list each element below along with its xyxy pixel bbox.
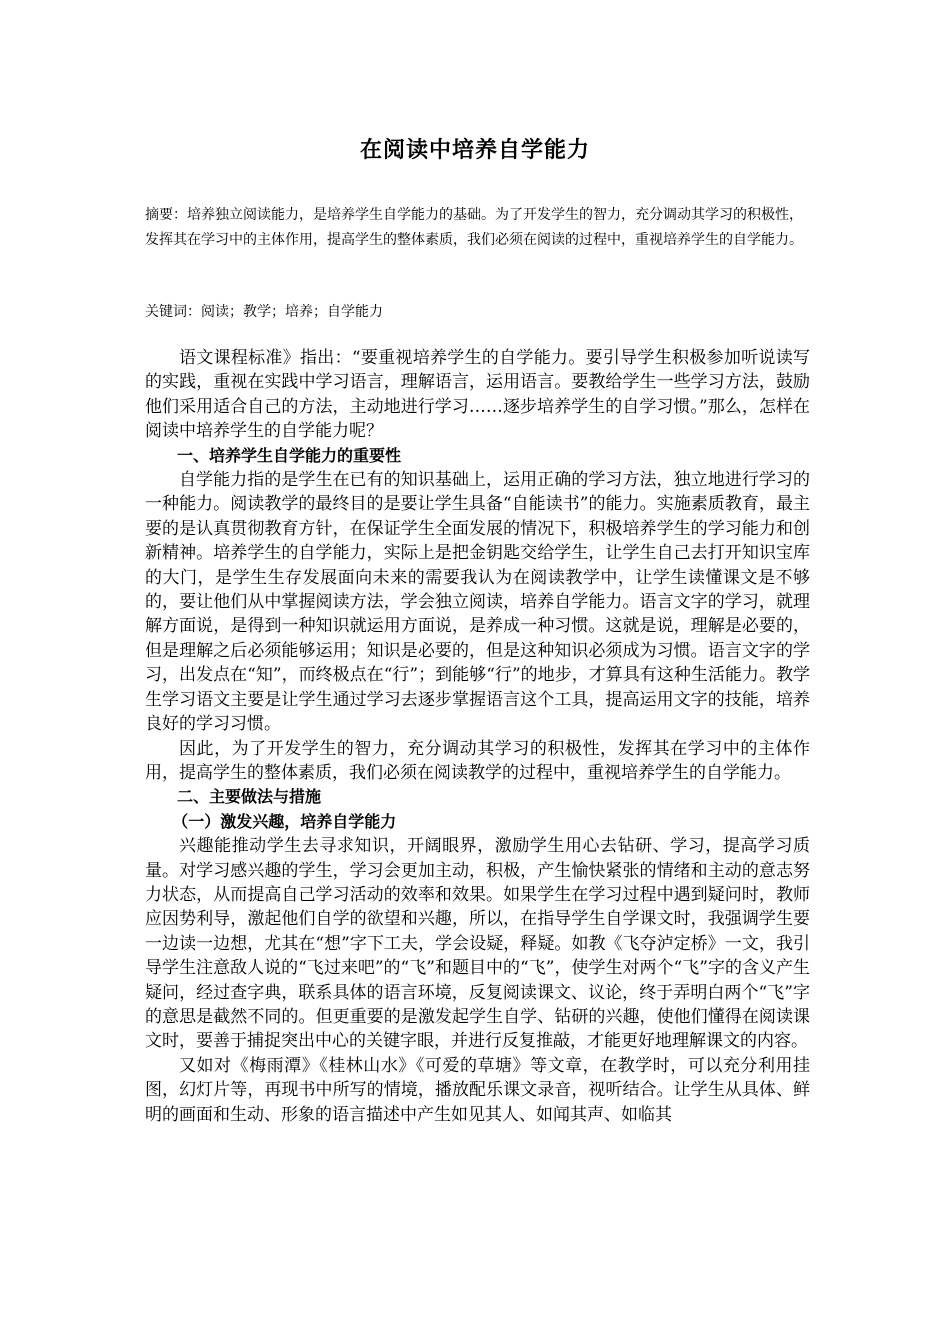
- paragraph-interest: 兴趣能推动学生去寻求知识，开阔眼界，激励学生用心去钻研、学习，提高学习质量。对学习感兴趣的学生，学习会更加主动，积极，产生愉快紧张的情绪和主动的意志努力状态，从而提高自己学习活动的效率和效果。如果学生在学习过程中遇到疑问时，教师应因势利导，激起他们自学的欲望和兴趣，所以，在指导学生自学课文时，我强调学生要一边读一边想，尤其在“想”字下工夫，学会设疑，释疑。如教《飞夺泸定桥》一文，我引导学生注意敌人说的“飞过来吧”的“飞”和题目中的“飞”，使学生对两个“飞”字的含义产生疑问，经过查字典，联系具体的语言环境，反复阅读课文、议论，终于弄明白两个“飞”字的意思是截然不同的。但更重要的是激发起学生自学、钻研的兴趣，使他们懂得在阅读课文时，要善于捕捉突出中心的关键字眼，并进行反复推敲，才能更好地理解课文的内容。: [145, 836, 810, 1052]
- section-heading-1: 一、培养学生自学能力的重要性: [177, 445, 402, 465]
- subsection-heading-1: （一）激发兴趣，培养自学能力: [172, 811, 397, 831]
- document-body: [145, 346, 810, 1127]
- section-heading-2: 二、主要做法与措施: [177, 787, 322, 807]
- abstract: 摘要：培养独立阅读能力，是培养学生自学能力的基础。为了开发学生的智力，充分调动其学习的积极性，发挥其在学习中的主体作用，提高学生的整体素质，我们必须在阅读的过程中，重视培养学生的自学能力。: [145, 207, 803, 248]
- document-title: 在阅读中培养自学能力: [359, 138, 590, 163]
- paragraph-intro: 语文课程标准》指出：“要重视培养学生的自学能力。要引导学生积极参加听说读写的实践，重视在实践中学习语言，理解语言，运用语言。要教给学生一些学习方法，鼓励他们采用适合自己的方法，主动地进行学习……逐步培养学生的自学习惯。”那么，怎样在阅读中培养学生的自学能力呢？: [145, 348, 810, 442]
- paragraph-example: 又如对《梅雨潭》《桂林山水》《可爱的草塘》等文章，在教学时，可以充分利用挂图，幻灯片等，再现书中所写的情境，播放配乐课文录音，视听结合。让学生从具体、鲜明的画面和生动、形象的语言描述中产生如见其人、如闻其声、如临其: [145, 1055, 810, 1125]
- paragraph-therefore: 因此，为了开发学生的智力，充分调动其学习的积极性，发挥其在学习中的主体作用，提高学生的整体素质，我们必须在阅读教学的过程中，重视培养学生的自学能力。: [145, 738, 810, 783]
- keywords: 关键词：阅读；教学；培养；自学能力: [145, 304, 383, 320]
- paragraph-self-study-definition: 自学能力指的是学生在已有的知识基础上，运用正确的学习方法，独立地进行学习的一种能力。阅读教学的最终目的是要让学生具备“自能读书”的能力。实施素质教育，最主要的是认真贯彻教育方针，在保证学生全面发展的情况下，积极培养学生的学习能力和创新精神。培养学生的自学能力，实际上是把金钥匙交给学生，让学生自己去打开知识宝库的大门，是学生生存发展面向未来的需要我认为在阅读教学中，让学生读懂课文是不够的，要让他们从中掌握阅读方法，学会独立阅读，培养自学能力。语言文字的学习，就理解方面说，是得到一种知识就运用方面说，是养成一种习惯。这就是说，理解是必要的，但是理解之后必须能够运用；知识是必要的，但是这种知识必须成为习惯。语言文字的学习，出发点在“知”，而终极点在“行”；到能够“行”的地步，才算具有这种生活能力。教学生学习语文主要是让学生通过学习去逐步掌握语言这个工具，提高运用文字的技能，培养良好的学习习惯。: [145, 470, 810, 735]
